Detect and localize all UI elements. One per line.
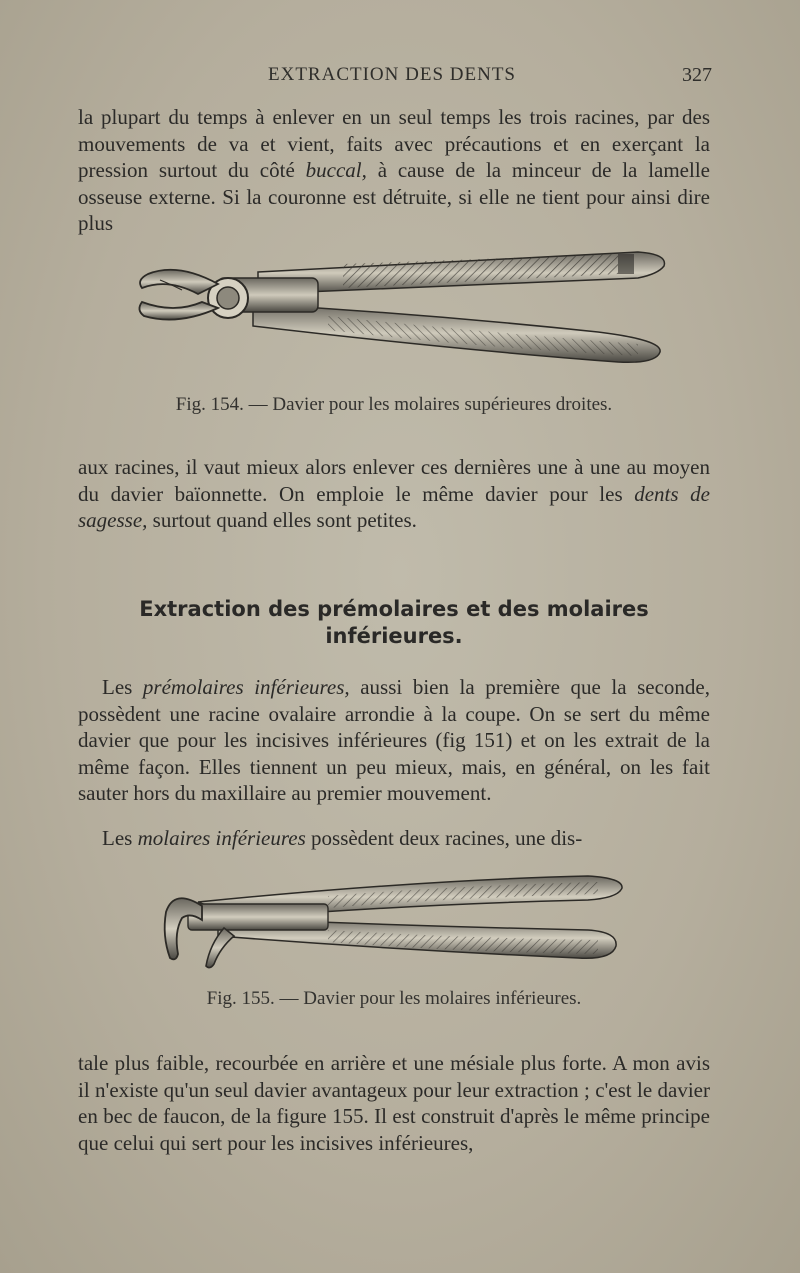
figure-155 bbox=[78, 866, 710, 1016]
running-title: EXTRACTION DES DENTS bbox=[268, 64, 516, 85]
paragraph-1-italic: buccal, bbox=[305, 158, 367, 182]
paragraph-3-start: Les bbox=[102, 675, 143, 699]
page-header bbox=[78, 62, 712, 92]
paragraph-1 bbox=[78, 104, 710, 237]
paragraph-5: tale plus faible, recourbée en arrière et une mésiale plus forte. A mon avis il n'existe qu'un seul davier avantageux pour leur extraction ; c'est le davier en bec de faucon, de la figure 155. Il est construit d'après le même principe que celui qui sert pour les incisives inférieures, bbox=[78, 1051, 710, 1155]
lower-molar-forceps-illustration bbox=[78, 866, 710, 976]
paragraph-1-text: la plupart du temps à enlever en un seul temps les trois racines, par des mouvements de va et vient, faits avec précautions et en exerçant la pression surtout du côté bbox=[78, 105, 710, 182]
paragraph-1-end: à cause de la minceur de la lamelle osseuse externe. Si la couronne est détruite, si elle ne tient pour ainsi dire plus bbox=[78, 158, 710, 235]
paragraph-2-italic: dents de sagesse, bbox=[78, 481, 710, 532]
paragraph-2-end: surtout quand elles sont petites. bbox=[147, 508, 417, 532]
figure-154-caption: Fig. 154. — Davier pour les molaires supérieures droites. bbox=[175, 394, 613, 415]
paragraph-4 bbox=[78, 825, 710, 852]
paragraph-2-text: aux racines, il vaut mieux alors enlever ces dernières une à une au moyen du davier baïonnette. On emploie le même davier pour les bbox=[78, 455, 710, 506]
section-heading: Extraction des prémolaires et des molaires inférieures. bbox=[139, 597, 649, 648]
paragraph-3-end: aussi bien la première que la seconde, possèdent une racine ovalaire arrondie à la coupe. On se sert du même davier que pour les incisives inférieures (fig 151) et on les extrait de la même façon. Elles tiennent un peu mieux, mais, en général, on les fait sauter hors du maxillaire au premier mouvement. bbox=[78, 675, 710, 805]
paragraph-4-start: Les bbox=[102, 826, 138, 850]
paragraph-3 bbox=[78, 674, 710, 807]
page-number: 327 bbox=[682, 64, 712, 86]
paragraph-3-italic: prémolaires inférieures, bbox=[142, 675, 350, 699]
paragraph-2 bbox=[78, 454, 710, 534]
figure-154 bbox=[78, 244, 710, 424]
paragraph-4-end: possèdent deux racines, une dis- bbox=[305, 826, 583, 850]
upper-molar-forceps-illustration bbox=[78, 244, 710, 384]
figure-155-caption: Fig. 155. — Davier pour les molaires inférieures. bbox=[206, 988, 582, 1009]
paragraph-4-italic: molaires inférieures bbox=[137, 826, 306, 850]
